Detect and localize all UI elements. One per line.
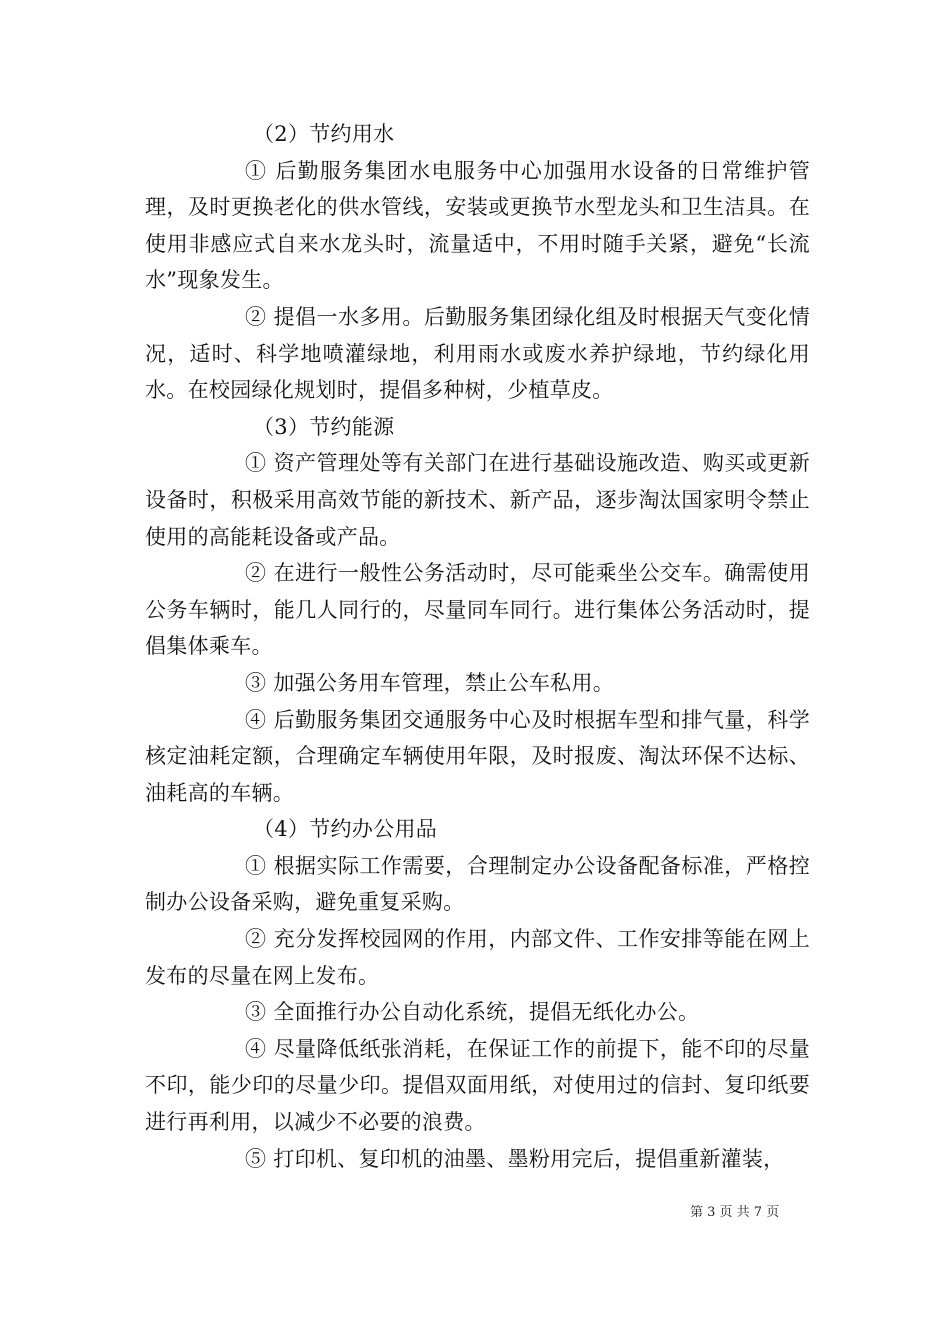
paragraph: ③ 全面推行办公自动化系统，提倡无纸化办公。: [245, 1000, 700, 1025]
paragraph: ① 资产管理处等有关部门在进行基础设施改造、购买或更新设备时，积极采用高效节能的新技术、新产品，逐步淘汰国家明令禁止使用的高能耗设备或产品。: [145, 451, 810, 549]
paragraph: ② 提倡一水多用。后勤服务集团绿化组及时根据天气变化情况，适时、科学地喷灌绿地，利用雨水或废水养护绿地，节约绿化用水。在校园绿化规划时，提倡多种树，少植草皮。: [145, 304, 810, 403]
paragraph: ④ 后勤服务集团交通服务中心及时根据车型和排气量，科学核定油耗定额，合理确定车辆使用年限，及时报废、淘汰环保不达标、油耗高的车辆。: [145, 707, 810, 805]
section-heading-office-supplies: （4）节约办公用品: [253, 817, 438, 842]
section-heading-water: （2）节约用水: [253, 122, 395, 146]
paragraph: ⑤ 打印机、复印机的油墨、墨粉用完后，提倡重新灌装，: [245, 1146, 785, 1171]
paragraph: ④ 尽量降低纸张消耗，在保证工作的前提下，能不印的尽量不印，能少印的尽量少印。提倡双面用纸，对使用过的信封、复印纸要进行再利用，以减少不必要的浪费。: [145, 1036, 810, 1135]
section-heading-energy: （3）节约能源: [253, 414, 395, 439]
paragraph: ③ 加强公务用车管理，禁止公车私用。: [245, 670, 615, 695]
paragraph: ② 充分发挥校园网的作用，内部文件、工作安排等能在网上发布的尽量在网上发布。: [145, 927, 810, 988]
paragraph: ① 根据实际工作需要，合理制定办公设备配备标准，严格控制办公设备采购，避免重复采购。: [145, 853, 810, 915]
paragraph: ② 在进行一般性公务活动时，尽可能乘坐公交车。确需使用公务车辆时，能几人同行的，尽量同车同行。进行集体公务活动时，提倡集体乘车。: [145, 561, 810, 659]
page-number-footer: 第 3 页 共 7 页: [690, 1205, 780, 1220]
paragraph: ① 后勤服务集团水电服务中心加强用水设备的日常维护管理，及时更换老化的供水管线，安装或更换节水型龙头和卫生洁具。在使用非感应式自来水龙头时，流量适中，不用时随手关紧，避免“长流水”现象发生。: [145, 158, 810, 293]
document-body: [145, 116, 810, 1177]
